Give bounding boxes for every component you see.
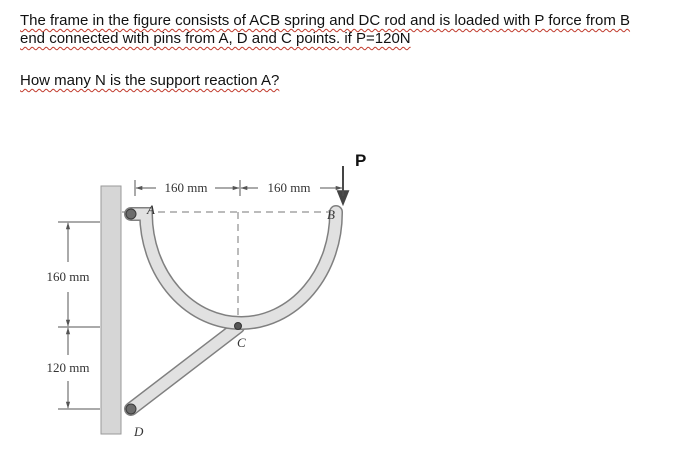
dim-left-upper: 160 mm (46, 269, 90, 284)
question-line-3: How many N is the support reaction A? (20, 72, 280, 89)
dim-top-right: 160 mm (267, 180, 311, 195)
label-d: D (134, 424, 144, 439)
question-line-2: end connected with pins from A, D and C points. if P=120N (20, 30, 411, 47)
rod-dc (131, 327, 238, 409)
label-c: C (237, 335, 246, 350)
wall-support (101, 186, 121, 434)
pin-d (126, 404, 136, 414)
pin-a (126, 209, 136, 219)
label-b: B (327, 207, 335, 222)
spring-acb (131, 212, 336, 323)
dim-left-lower: 120 mm (46, 360, 90, 375)
dim-top-left: 160 mm (164, 180, 208, 195)
question-line-1: The frame in the figure consists of ACB spring and DC rod and is loaded with P force from B (20, 12, 631, 29)
pin-c (235, 323, 242, 330)
label-a: A (147, 202, 155, 217)
force-p-label: P (355, 151, 367, 170)
